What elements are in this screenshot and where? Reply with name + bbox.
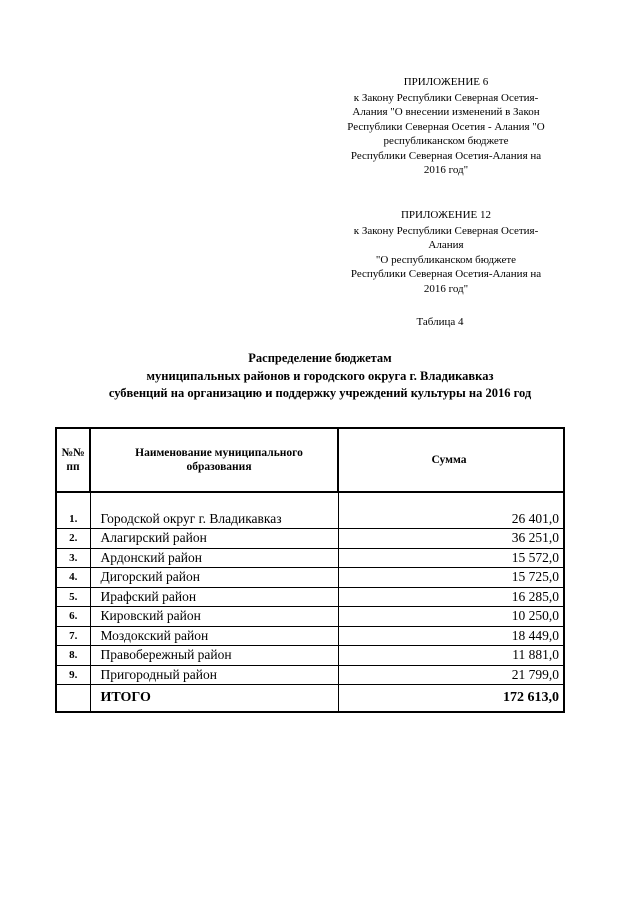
title-line: Распределение бюджетам bbox=[248, 351, 392, 365]
appendix-6-line: 2016 год" bbox=[423, 164, 469, 176]
row-number: 7. bbox=[56, 626, 90, 646]
header-sum: Сумма bbox=[338, 428, 564, 492]
row-number: 8. bbox=[56, 646, 90, 666]
total-number-cell bbox=[56, 685, 90, 713]
appendix-12-line: "О республиканском бюджете bbox=[375, 253, 517, 266]
appendix-12-heading: ПРИЛОЖЕНИЕ 12 bbox=[400, 209, 492, 221]
header-name bbox=[90, 428, 338, 492]
appendix-12-line: 2016 год" bbox=[423, 282, 469, 295]
appendix-6-line: Алания "О внесении изменений в Закон bbox=[352, 106, 540, 118]
row-municipality: Городской округ г. Владикавказ bbox=[90, 492, 338, 529]
total-label: ИТОГО bbox=[90, 685, 338, 713]
row-municipality: Алагирский район bbox=[90, 529, 338, 549]
table-number-label: Таблица 4 bbox=[416, 316, 464, 328]
row-municipality: Моздокский район bbox=[90, 626, 338, 646]
appendix-6-line: Республики Северная Осетия-Алания на bbox=[350, 149, 542, 162]
row-sum: 15 572,0 bbox=[338, 548, 564, 568]
title-line: муниципальных районов и городского округа г. Владикавказ bbox=[146, 368, 494, 383]
budget-distribution-table bbox=[55, 427, 565, 713]
row-sum: 36 251,0 bbox=[338, 529, 564, 549]
row-municipality: Ирафский район bbox=[90, 587, 338, 607]
total-row bbox=[56, 685, 564, 713]
table-row bbox=[56, 607, 564, 627]
header-number-line: пп bbox=[66, 461, 80, 473]
row-number: 2. bbox=[56, 529, 90, 549]
row-sum: 15 725,0 bbox=[338, 568, 564, 588]
header-name-line: Наименование муниципального bbox=[135, 447, 303, 459]
row-number: 3. bbox=[56, 548, 90, 568]
row-municipality: Ардонский район bbox=[90, 548, 338, 568]
table-row bbox=[56, 646, 564, 666]
row-sum: 26 401,0 bbox=[338, 492, 564, 529]
header-number bbox=[56, 428, 90, 492]
appendix-6-line: Республики Северная Осетия - Алания "О bbox=[347, 120, 545, 133]
row-municipality: Дигорский район bbox=[90, 568, 338, 588]
row-municipality: Правобережный район bbox=[90, 646, 338, 666]
row-municipality: Кировский район bbox=[90, 607, 338, 627]
table-row bbox=[56, 626, 564, 646]
table-row bbox=[56, 548, 564, 568]
row-sum: 21 799,0 bbox=[338, 665, 564, 685]
table-row bbox=[56, 568, 564, 588]
row-number: 9. bbox=[56, 665, 90, 685]
row-sum: 16 285,0 bbox=[338, 587, 564, 607]
row-municipality: Пригородный район bbox=[90, 665, 338, 685]
appendix-12-line: Алания bbox=[428, 239, 464, 251]
table-row bbox=[56, 587, 564, 607]
row-sum: 11 881,0 bbox=[338, 646, 564, 666]
appendix-6-heading: ПРИЛОЖЕНИЕ 6 bbox=[403, 76, 489, 88]
row-number: 5. bbox=[56, 587, 90, 607]
table-row bbox=[56, 529, 564, 549]
appendix-12-line: Республики Северная Осетия-Алания на bbox=[350, 268, 542, 280]
row-number: 4. bbox=[56, 568, 90, 588]
appendix-6-block bbox=[332, 75, 560, 178]
table-row bbox=[56, 665, 564, 685]
total-sum: 172 613,0 bbox=[338, 685, 564, 713]
appendix-12-block bbox=[332, 208, 560, 296]
header-name-line: образования bbox=[186, 461, 252, 473]
appendix-6-line: к Закону Республики Северная Осетия- bbox=[353, 91, 539, 104]
appendix-6-line: республиканском бюджете bbox=[383, 135, 509, 147]
table-header-row bbox=[56, 428, 564, 492]
row-number: 1. bbox=[56, 492, 90, 529]
row-sum: 18 449,0 bbox=[338, 626, 564, 646]
table-row bbox=[56, 492, 564, 529]
row-sum: 10 250,0 bbox=[338, 607, 564, 627]
appendix-12-line: к Закону Республики Северная Осетия- bbox=[353, 224, 539, 237]
header-number-line: №№ bbox=[61, 447, 85, 459]
document-title bbox=[40, 350, 600, 403]
title-line: субвенций на организацию и поддержку учреждений культуры на 2016 год bbox=[108, 386, 532, 400]
row-number: 6. bbox=[56, 607, 90, 627]
